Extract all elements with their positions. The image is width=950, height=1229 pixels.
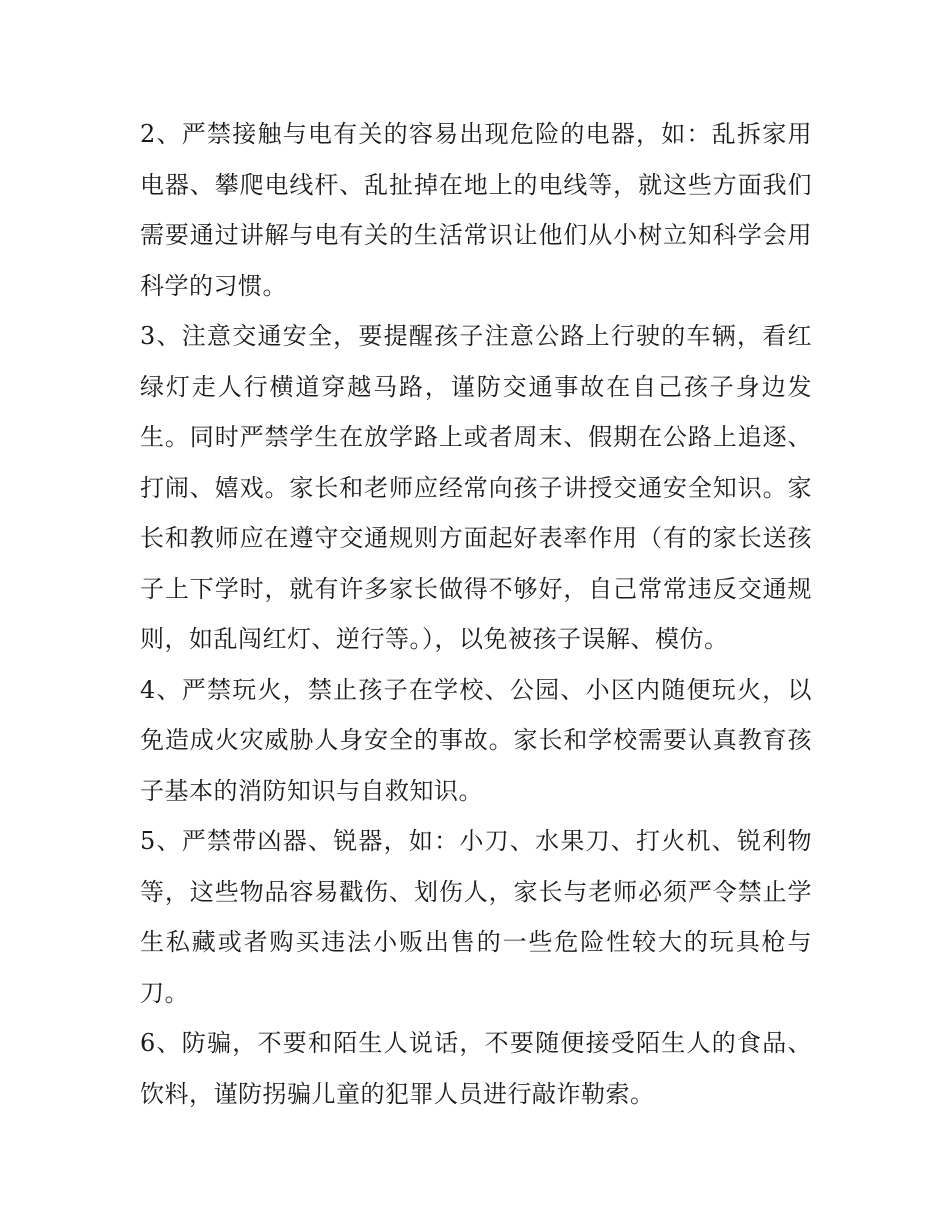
paragraph-item-4: 4、严禁玩火，禁止孩子在学校、公园、小区内随便玩火，以免造成火灾威胁人身安全的事故。家长和学校需要认真教育孩子基本的消防知识与自救知识。	[140, 675, 812, 805]
paragraph-item-5: 5、严禁带凶器、锐器，如：小刀、水果刀、打火机、锐利物等，这些物品容易戳伤、划伤人，家长与老师必须严令禁止学生私藏或者购买违法小贩出售的一些危险性较大的玩具枪与刀。	[140, 827, 812, 1007]
paragraph-item-2: 2、严禁接触与电有关的容易出现危险的电器，如：乱拆家用电器、攀爬电线杆、乱扯掉在地上的电线等，就这些方面我们需要通过讲解与电有关的生活常识让他们从小树立知科学会用科学的习惯。	[140, 120, 812, 300]
paragraph-item-3: 3、注意交通安全，要提醒孩子注意公路上行驶的车辆，看红绿灯走人行横道穿越马路，谨防交通事故在自己孩子身边发生。同时严禁学生在放学路上或者周末、假期在公路上追逐、打闹、嬉戏。家长和老师应经常向孩子讲授交通安全知识。家长和教师应在遵守交通规则方面起好表率作用（有的家长送孩子上下学时，就有许多家长做得不够好，自己常常违反交通规则，如乱闯红灯、逆行等。），以免被孩子误解、模仿。	[140, 322, 812, 653]
document-body	[140, 109, 812, 1119]
paragraph-item-6: 6、防骗，不要和陌生人说话，不要随便接受陌生人的食品、饮料，谨防拐骗儿童的犯罪人员进行敲诈勒索。	[140, 1029, 812, 1108]
